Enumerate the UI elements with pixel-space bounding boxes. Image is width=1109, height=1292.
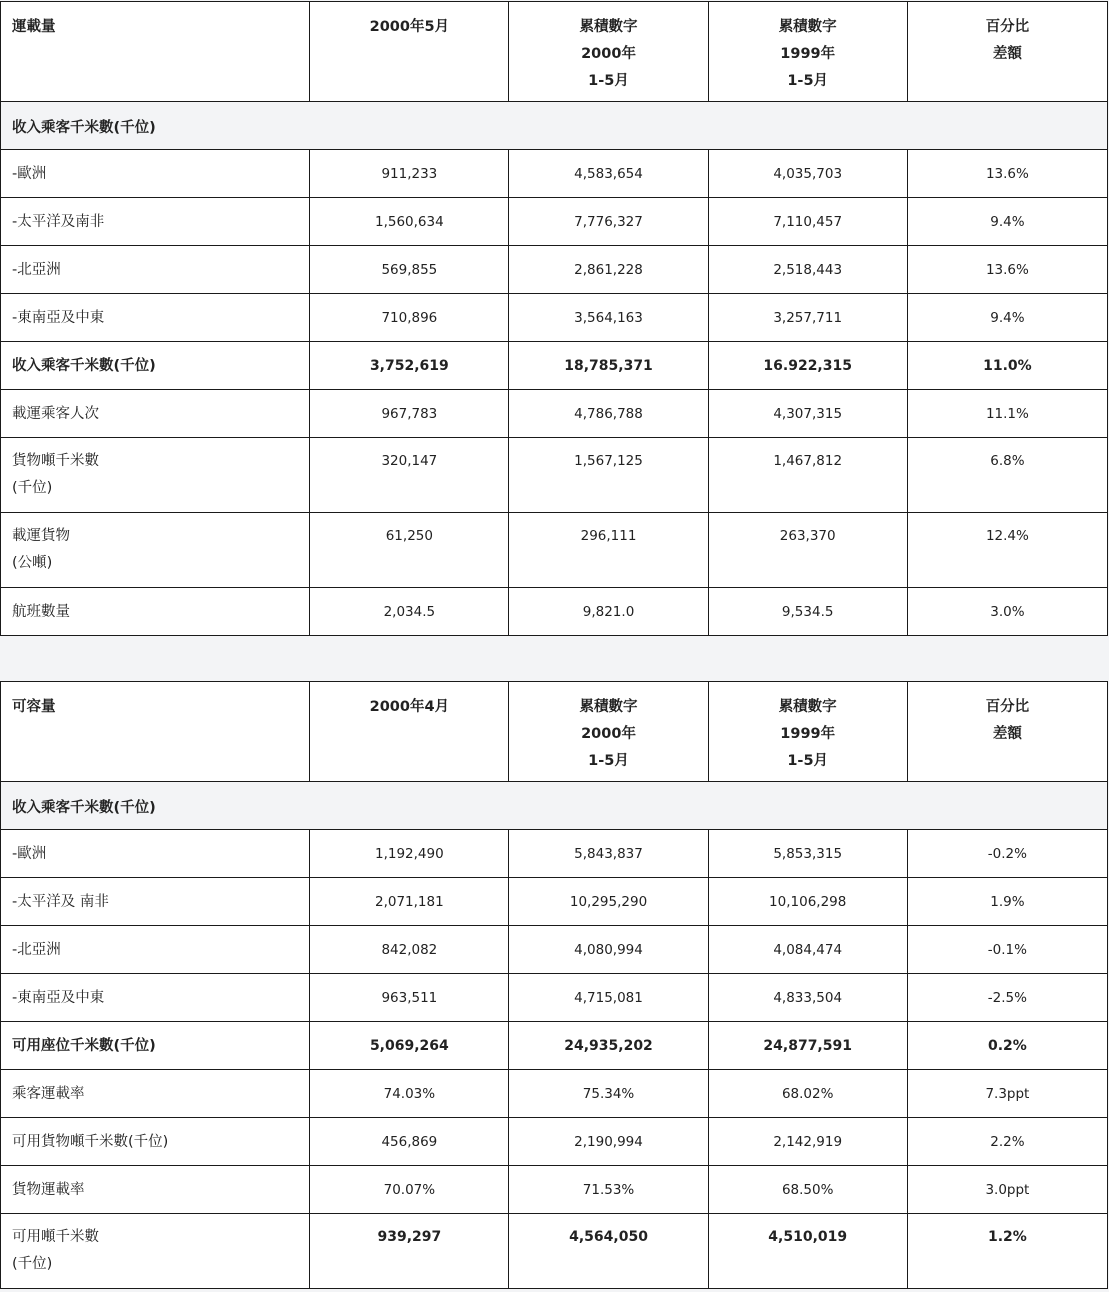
table-row xyxy=(1,926,1108,974)
traffic-table xyxy=(0,1,1108,636)
row-value xyxy=(509,588,708,636)
row-value-text: 3.0% xyxy=(990,604,1025,620)
row-label-text: (千位) xyxy=(12,480,53,496)
row-value-text: 4,080,994 xyxy=(574,942,643,958)
row-value-text: 5,853,315 xyxy=(773,846,843,862)
row-value-text: 2,861,228 xyxy=(574,262,643,278)
row-label-text: 乘客運載率 xyxy=(12,1086,85,1102)
column-header-col5-text: 百分比 xyxy=(985,19,1030,35)
table-header-label xyxy=(1,2,310,102)
row-value-text: 1.2% xyxy=(987,1229,1027,1245)
table-row xyxy=(1,878,1108,926)
row-value-text: 569,855 xyxy=(381,262,438,278)
row-value xyxy=(310,1166,509,1214)
row-value xyxy=(907,974,1107,1022)
row-value xyxy=(509,246,708,294)
table-row xyxy=(1,1022,1108,1070)
column-header-col3 xyxy=(509,682,708,782)
row-value xyxy=(907,198,1107,246)
table-row xyxy=(1,438,1108,513)
column-header-col4-text: 1-5月 xyxy=(787,753,829,769)
row-label xyxy=(1,513,310,588)
row-value xyxy=(708,246,907,294)
column-header-col3 xyxy=(509,2,708,102)
row-label xyxy=(1,1118,310,1166)
table-row xyxy=(1,1214,1108,1289)
row-value-text: 963,511 xyxy=(381,990,438,1006)
table-row xyxy=(1,390,1108,438)
column-header-col5-text: 差額 xyxy=(992,46,1022,62)
row-value xyxy=(310,830,509,878)
row-value xyxy=(509,438,708,513)
row-value-text: 70.07% xyxy=(383,1182,436,1198)
row-value xyxy=(907,1022,1107,1070)
row-value xyxy=(708,294,907,342)
row-value-text: -0.1% xyxy=(987,942,1027,958)
column-header-col5-text: 百分比 xyxy=(985,699,1030,715)
row-value xyxy=(708,438,907,513)
row-value-text: 3,564,163 xyxy=(574,310,643,326)
capacity-table-body xyxy=(1,682,1108,1289)
row-value-text: 4,510,019 xyxy=(768,1229,848,1245)
section-label-text: 收入乘客千米數(千位) xyxy=(12,120,156,136)
row-label-text: -太平洋及 南非 xyxy=(12,894,109,910)
row-value-text: 16.922,315 xyxy=(763,358,852,374)
row-value-text: 2,518,443 xyxy=(773,262,843,278)
table-row xyxy=(1,974,1108,1022)
table-header-label-text: 可容量 xyxy=(12,699,56,715)
row-value xyxy=(907,926,1107,974)
row-value xyxy=(509,1022,708,1070)
row-value xyxy=(907,246,1107,294)
column-header-col4-text: 1999年 xyxy=(780,46,836,62)
row-label xyxy=(1,342,310,390)
row-label-text: (千位) xyxy=(12,1256,53,1272)
row-label-text: 航班數量 xyxy=(12,604,70,620)
row-value-text: 5,843,837 xyxy=(574,846,643,862)
row-value-text: 2,071,181 xyxy=(374,894,444,910)
row-value-text: 11.0% xyxy=(983,358,1032,374)
column-header-col3-text: 2000年 xyxy=(581,46,636,62)
row-value xyxy=(708,513,907,588)
row-value xyxy=(708,342,907,390)
row-value xyxy=(310,438,509,513)
row-value xyxy=(310,1118,509,1166)
table-row xyxy=(1,513,1108,588)
row-value xyxy=(310,974,509,1022)
row-value xyxy=(310,878,509,926)
row-value xyxy=(708,830,907,878)
row-value xyxy=(310,926,509,974)
row-value-text: 4,715,081 xyxy=(574,990,643,1006)
row-value xyxy=(907,438,1107,513)
row-value-text: 6.8% xyxy=(990,453,1025,469)
row-value-text: 911,233 xyxy=(381,166,438,182)
table-row xyxy=(1,830,1108,878)
row-label-text: -北亞洲 xyxy=(12,942,61,958)
table-header-label xyxy=(1,682,310,782)
row-label xyxy=(1,150,310,198)
table-row xyxy=(1,246,1108,294)
column-header-col3-text: 累積數字 xyxy=(579,699,638,715)
column-header-col4-text: 累積數字 xyxy=(778,699,837,715)
row-value xyxy=(907,342,1107,390)
row-label-text: 貨物運載率 xyxy=(12,1182,85,1198)
row-value xyxy=(708,198,907,246)
row-label-text: -北亞洲 xyxy=(12,262,61,278)
row-value xyxy=(310,1214,509,1289)
row-value xyxy=(907,1118,1107,1166)
row-value-text: 24,877,591 xyxy=(763,1038,852,1054)
row-value xyxy=(509,1166,708,1214)
table-row xyxy=(1,1118,1108,1166)
row-value-text: 842,082 xyxy=(381,942,438,958)
row-value xyxy=(509,342,708,390)
row-value xyxy=(509,926,708,974)
row-value xyxy=(907,1214,1107,1289)
row-value xyxy=(907,830,1107,878)
row-value-text: 9.4% xyxy=(990,310,1025,326)
row-label-text: 可用貨物噸千米數(千位) xyxy=(12,1134,169,1150)
column-header-col3-text: 1-5月 xyxy=(588,753,629,769)
column-header-col4-text: 1999年 xyxy=(780,726,836,742)
row-value-text: 9.4% xyxy=(990,214,1025,230)
row-value xyxy=(708,150,907,198)
row-value-text: 939,297 xyxy=(377,1229,442,1245)
row-value-text: 9,534.5 xyxy=(781,604,834,620)
row-label-text: -東南亞及中東 xyxy=(12,990,105,1006)
row-value-text: 456,869 xyxy=(381,1134,438,1150)
table-row xyxy=(1,588,1108,636)
column-header-col5-text: 差額 xyxy=(992,726,1022,742)
traffic-table-body xyxy=(1,2,1108,636)
row-value-text: 967,783 xyxy=(381,406,438,422)
row-label-text: -東南亞及中東 xyxy=(12,310,105,326)
row-value xyxy=(509,830,708,878)
row-label xyxy=(1,1166,310,1214)
row-value-text: 7,110,457 xyxy=(773,214,843,230)
row-value-text: 3,752,619 xyxy=(369,358,449,374)
row-value-text: 710,896 xyxy=(381,310,438,326)
row-value-text: 13.6% xyxy=(985,262,1029,278)
row-value xyxy=(310,1022,509,1070)
row-value-text: -2.5% xyxy=(987,990,1027,1006)
row-value xyxy=(708,1166,907,1214)
row-value xyxy=(708,1022,907,1070)
column-header-col4-text: 累積數字 xyxy=(778,19,837,35)
row-label-text: -太平洋及南非 xyxy=(12,214,105,230)
row-value xyxy=(907,588,1107,636)
row-value xyxy=(907,390,1107,438)
column-header-col2 xyxy=(310,682,509,782)
row-label xyxy=(1,588,310,636)
row-value-text: 75.34% xyxy=(582,1086,635,1102)
table-row xyxy=(1,294,1108,342)
row-label-text: 可用座位千米數(千位) xyxy=(12,1038,156,1054)
row-value xyxy=(509,513,708,588)
column-header-col5 xyxy=(907,2,1107,102)
row-value xyxy=(907,150,1107,198)
row-label xyxy=(1,1022,310,1070)
row-value xyxy=(509,1070,708,1118)
row-value-text: 1,560,634 xyxy=(374,214,444,230)
row-value-text: 13.6% xyxy=(985,166,1029,182)
column-header-col3-text: 累積數字 xyxy=(579,19,638,35)
row-value-text: 4,583,654 xyxy=(574,166,643,182)
row-value xyxy=(708,1118,907,1166)
row-value xyxy=(708,1070,907,1118)
row-label xyxy=(1,1070,310,1118)
row-value-text: 7.3ppt xyxy=(985,1086,1030,1102)
row-value-text: 74.03% xyxy=(383,1086,436,1102)
row-value-text: 7,776,327 xyxy=(574,214,643,230)
row-label-text: 可用噸千米數 xyxy=(12,1229,99,1245)
row-value-text: 10,295,290 xyxy=(569,894,648,910)
table-header-row xyxy=(1,2,1108,102)
row-value xyxy=(907,294,1107,342)
row-value-text: 3.0ppt xyxy=(985,1182,1030,1198)
row-value xyxy=(708,1214,907,1289)
table-row xyxy=(1,342,1108,390)
row-value xyxy=(310,150,509,198)
row-value-text: 4,035,703 xyxy=(773,166,843,182)
section-label xyxy=(1,782,1108,830)
column-header-col2 xyxy=(310,2,509,102)
row-value-text: 68.02% xyxy=(781,1086,834,1102)
row-value-text: 4,307,315 xyxy=(773,406,843,422)
row-label xyxy=(1,974,310,1022)
row-value xyxy=(509,390,708,438)
row-value xyxy=(708,926,907,974)
row-value-text: 296,111 xyxy=(580,528,637,544)
row-value xyxy=(708,974,907,1022)
row-value xyxy=(310,294,509,342)
column-header-col3-text: 1-5月 xyxy=(588,73,629,89)
row-value-text: 5,069,264 xyxy=(369,1038,449,1054)
row-value xyxy=(509,294,708,342)
row-value-text: 4,786,788 xyxy=(574,406,643,422)
column-header-col5 xyxy=(907,682,1107,782)
column-header-col4 xyxy=(708,682,907,782)
row-label xyxy=(1,246,310,294)
row-value-text: 24,935,202 xyxy=(564,1038,653,1054)
row-label-text: 載運貨物 xyxy=(12,528,70,544)
row-value xyxy=(310,513,509,588)
row-value xyxy=(509,198,708,246)
column-header-col4-text: 1-5月 xyxy=(787,73,829,89)
row-label-text: 收入乘客千米數(千位) xyxy=(12,358,156,374)
row-value xyxy=(907,1070,1107,1118)
column-header-col4 xyxy=(708,2,907,102)
row-value xyxy=(310,246,509,294)
row-value-text: 18,785,371 xyxy=(564,358,653,374)
capacity-table xyxy=(0,681,1108,1289)
row-value xyxy=(310,588,509,636)
row-value-text: 68.50% xyxy=(781,1182,834,1198)
row-value-text: 4,084,474 xyxy=(773,942,843,958)
row-value xyxy=(310,390,509,438)
row-label-text: -歐洲 xyxy=(12,166,47,182)
row-value xyxy=(907,513,1107,588)
table-header-label-text: 運載量 xyxy=(12,19,56,35)
row-value xyxy=(509,150,708,198)
table-header-row xyxy=(1,682,1108,782)
row-label xyxy=(1,878,310,926)
row-value-text: 9,821.0 xyxy=(582,604,635,620)
row-label xyxy=(1,926,310,974)
section-label-row xyxy=(1,782,1108,830)
row-value xyxy=(708,878,907,926)
row-label xyxy=(1,1214,310,1289)
row-value-text: 61,250 xyxy=(385,528,433,544)
table-row xyxy=(1,150,1108,198)
row-value-text: 1,467,812 xyxy=(773,453,843,469)
row-value-text: 4,564,050 xyxy=(569,1229,648,1245)
row-value xyxy=(509,878,708,926)
row-value-text: 11.1% xyxy=(985,406,1029,422)
row-label-text: 貨物噸千米數 xyxy=(12,453,99,469)
row-value-text: 2,190,994 xyxy=(574,1134,643,1150)
row-label xyxy=(1,198,310,246)
column-header-col3-text: 2000年 xyxy=(581,726,636,742)
table-row xyxy=(1,1166,1108,1214)
row-value-text: 2,034.5 xyxy=(383,604,436,620)
row-label xyxy=(1,390,310,438)
row-label-text: (公噸) xyxy=(12,555,53,571)
row-value-text: 1.9% xyxy=(990,894,1025,910)
row-value xyxy=(509,1118,708,1166)
row-value-text: 10,106,298 xyxy=(769,894,847,910)
row-value xyxy=(708,390,907,438)
row-value-text: 320,147 xyxy=(381,453,438,469)
section-label xyxy=(1,102,1108,150)
row-value-text: 1,567,125 xyxy=(574,453,643,469)
row-value-text: 2.2% xyxy=(990,1134,1025,1150)
table-row xyxy=(1,1070,1108,1118)
table-row xyxy=(1,198,1108,246)
column-header-col2-text: 2000年5月 xyxy=(369,19,450,35)
row-value-text: 4,833,504 xyxy=(773,990,843,1006)
row-value xyxy=(310,198,509,246)
row-value-text: 263,370 xyxy=(779,528,836,544)
row-value-text: 12.4% xyxy=(985,528,1029,544)
row-value xyxy=(509,974,708,1022)
row-value-text: 2,142,919 xyxy=(773,1134,843,1150)
row-label-text: -歐洲 xyxy=(12,846,47,862)
row-value-text: -0.2% xyxy=(987,846,1027,862)
row-label xyxy=(1,294,310,342)
row-label xyxy=(1,830,310,878)
row-value xyxy=(310,1070,509,1118)
row-value-text: 71.53% xyxy=(582,1182,635,1198)
row-label-text: 載運乘客人次 xyxy=(12,406,99,422)
row-label xyxy=(1,438,310,513)
row-value xyxy=(509,1214,708,1289)
column-header-col2-text: 2000年4月 xyxy=(369,699,450,715)
row-value xyxy=(907,1166,1107,1214)
row-value xyxy=(310,342,509,390)
section-label-text: 收入乘客千米數(千位) xyxy=(12,800,156,816)
section-label-row xyxy=(1,102,1108,150)
row-value xyxy=(907,878,1107,926)
row-value xyxy=(708,588,907,636)
row-value-text: 0.2% xyxy=(987,1038,1027,1054)
row-value-text: 1,192,490 xyxy=(374,846,444,862)
row-value-text: 3,257,711 xyxy=(773,310,843,326)
